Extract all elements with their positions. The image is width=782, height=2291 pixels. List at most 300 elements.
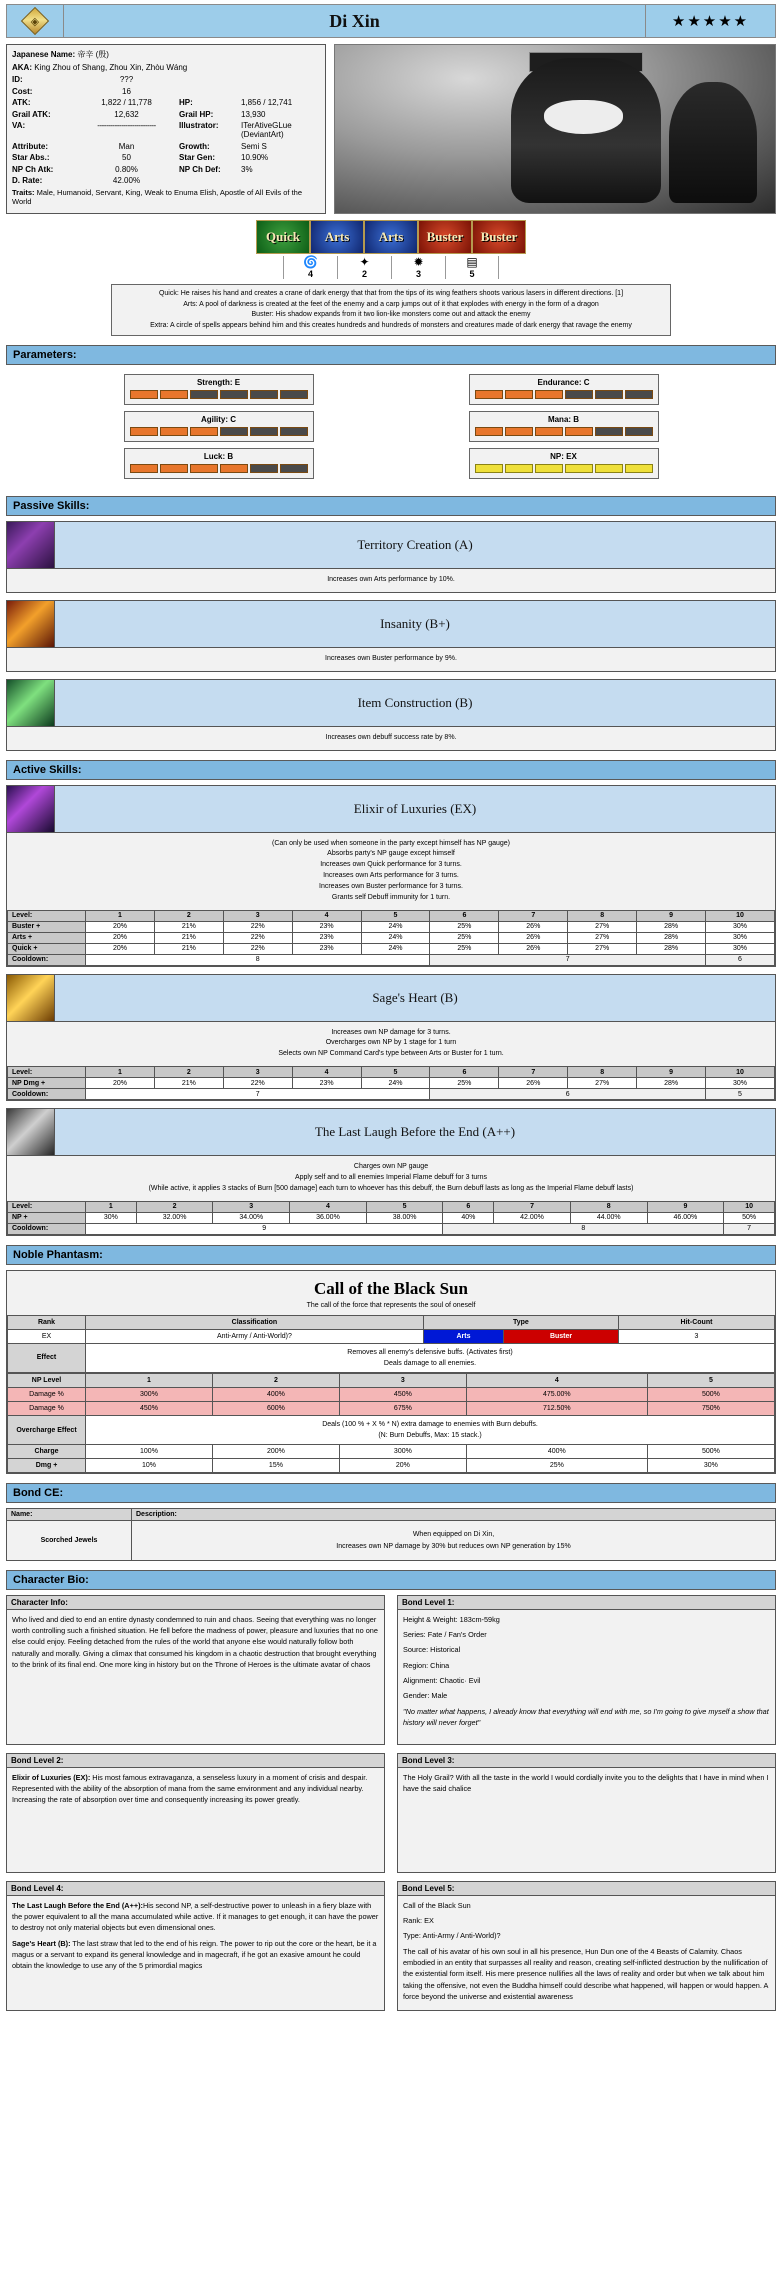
bio-quote: "No matter what happens, I already know that everything will end with me, so I'm going to give myself a show that history will never forget" xyxy=(403,1706,769,1727)
np-level-col: 2 xyxy=(212,1374,339,1388)
japanese-name-line xyxy=(12,49,320,60)
level-col: 8 xyxy=(568,910,637,921)
cell: 26% xyxy=(499,943,568,954)
active-skill-elixir-of-luxuries xyxy=(6,785,776,967)
bio-header: Bond Level 5: xyxy=(398,1882,775,1896)
level-label: Level: xyxy=(8,1201,86,1212)
np-effect-label: Effect xyxy=(8,1343,86,1372)
bond-ce-table xyxy=(6,1508,776,1560)
np-name: Call of the Black Sun xyxy=(314,1278,468,1298)
np-overcharge-row xyxy=(8,1416,775,1445)
cooldown-label: Cooldown: xyxy=(8,1223,86,1234)
np-effect-line: Deals damage to all enemies. xyxy=(383,1359,477,1367)
parameter-mana xyxy=(469,411,659,442)
cell: 26% xyxy=(499,921,568,932)
hit-cell-buster xyxy=(391,256,445,279)
cooldown-value: 5 xyxy=(706,1089,775,1100)
parameter-label: Endurance: C xyxy=(537,378,590,387)
hit-cell-quick xyxy=(283,256,337,279)
card-row xyxy=(256,220,526,254)
class-icon-cell xyxy=(6,4,64,38)
cell: 22% xyxy=(223,1078,292,1089)
parameter-gauge xyxy=(475,464,653,473)
np-dmgplus-row xyxy=(8,1459,775,1473)
cooldown-row xyxy=(8,1089,775,1100)
cell: 25% xyxy=(430,932,499,943)
cell: 30% xyxy=(706,932,775,943)
cooldown-label: Cooldown: xyxy=(8,954,86,965)
bio-line: Source: Historical xyxy=(403,1645,461,1655)
level-col: 3 xyxy=(223,1067,292,1078)
bio-body xyxy=(398,1896,775,2010)
cell: 25% xyxy=(430,921,499,932)
parameter-gauge xyxy=(475,390,653,399)
section-bond-ce: Bond CE: xyxy=(6,1483,776,1503)
bio-line: Region: China xyxy=(403,1660,450,1670)
skill-desc-line: Grants self Debuff immunity for 1 turn. xyxy=(331,893,451,901)
cell: 28% xyxy=(637,943,706,954)
bond-ce-desc-line: Increases own NP damage by 30% but reduces own NP generation by 15% xyxy=(336,1542,571,1550)
table-row xyxy=(8,1212,775,1223)
level-col: 6 xyxy=(430,1067,499,1078)
last-laugh-icon xyxy=(7,1109,55,1155)
skill-description: Increases own Arts performance by 10%. xyxy=(7,568,775,592)
cell: 20% xyxy=(86,932,155,943)
parameter-np xyxy=(469,448,659,479)
territory-creation-icon xyxy=(7,522,55,568)
skill-desc-line: Charges own NP gauge xyxy=(353,1163,429,1171)
stat-key: VA: xyxy=(12,121,26,130)
cell: 30% xyxy=(86,1212,137,1223)
cell: 30% xyxy=(706,1078,775,1089)
stat-value: 1,822 / 11,778 xyxy=(101,98,152,107)
cell: 750% xyxy=(647,1402,774,1416)
cell: 23% xyxy=(292,921,361,932)
hit-count-value: 5 xyxy=(469,269,475,279)
np-effect-line: Removes all enemy's defensive buffs. (Activates first) xyxy=(347,1348,513,1356)
np-damage-label: Damage % xyxy=(8,1402,86,1416)
level-col: 1 xyxy=(86,1067,155,1078)
hit-count-value: 4 xyxy=(307,269,313,279)
np-level-header xyxy=(8,1374,775,1388)
stat-key: Star Gen: xyxy=(179,153,216,162)
bond-ce-description-header: Description: xyxy=(132,1509,776,1521)
row-label: NP + xyxy=(8,1212,86,1223)
cell: 23% xyxy=(292,1078,361,1089)
stat-key: ID: xyxy=(12,75,23,84)
np-level-col: 1 xyxy=(86,1374,213,1388)
aka-line xyxy=(12,63,320,72)
bio-header: Bond Level 2: xyxy=(7,1754,384,1768)
passive-skill-item-construction xyxy=(6,679,776,751)
passive-skills-list xyxy=(6,521,776,751)
parameters-right-column xyxy=(469,374,659,479)
np-subtitle: The call of the force that represents the soul of oneself xyxy=(306,1301,476,1309)
bond-ce-name: Scorched Jewels xyxy=(7,1521,132,1560)
cooldown-value: 8 xyxy=(86,954,430,965)
np-effect-row xyxy=(8,1343,775,1372)
cell: 21% xyxy=(154,943,223,954)
cell: 28% xyxy=(637,1078,706,1089)
stat-key: Grail ATK: xyxy=(12,109,51,119)
stat-key: HP: xyxy=(179,98,193,107)
card-effect-quick: Quick: He raises his hand and creates a crane of dark energy that that from the tips of its wing feathers shoots various lasers in different directions. [1] xyxy=(158,290,624,297)
parameter-label: NP: EX xyxy=(550,452,577,461)
level-col: 8 xyxy=(568,1067,637,1078)
row-label: NP Dmg + xyxy=(8,1078,86,1089)
cell: 30% xyxy=(706,921,775,932)
stat-value: ??? xyxy=(119,75,134,84)
skill-title: The Last Laugh Before the End (A++) xyxy=(55,1109,775,1155)
hit-count-value: 2 xyxy=(361,269,367,279)
cell: 27% xyxy=(568,921,637,932)
bio-subtitle: Call of the Black Sun xyxy=(403,1900,471,1910)
parameter-label: Agility: C xyxy=(200,415,237,424)
bio-body: The Holy Grail? With all the taste in the world I would cordially invite you to the delights that I have in mind when I have the said chalice xyxy=(398,1768,775,1872)
cell: 400% xyxy=(466,1445,647,1459)
level-col: 9 xyxy=(647,1201,724,1212)
cell: 32.00% xyxy=(136,1212,213,1223)
skill-desc-line: Increases own Quick performance for 3 turns. xyxy=(320,861,462,869)
bond-ce-name-header: Name: xyxy=(7,1509,132,1521)
profile-section xyxy=(6,44,776,214)
cell: 20% xyxy=(339,1459,466,1473)
stat-value: 50 xyxy=(122,153,131,162)
hit-count-value: 3 xyxy=(415,269,421,279)
level-col: 2 xyxy=(154,910,223,921)
skill-level-table xyxy=(7,910,775,966)
cell: 27% xyxy=(568,932,637,943)
cell: 38.00% xyxy=(366,1212,443,1223)
stat-value: 0.80% xyxy=(115,164,138,174)
cooldown-value: 7 xyxy=(86,1089,430,1100)
cell: 10% xyxy=(86,1459,213,1473)
level-col: 7 xyxy=(499,910,568,921)
cell: 25% xyxy=(466,1459,647,1473)
parameter-label: Strength: E xyxy=(196,378,241,387)
np-overcharge-line: (N: Burn Debuffs, Max: 15 stack.) xyxy=(378,1432,482,1440)
table-header-row xyxy=(8,1201,775,1212)
quick-hit-icon: 🌀 xyxy=(303,255,318,269)
stat-value: --------------------------- xyxy=(97,121,156,130)
stat-value: 13,930 xyxy=(241,109,266,119)
bond-ce-header-row xyxy=(7,1509,776,1521)
level-col: 4 xyxy=(290,1201,367,1212)
np-classification-value: Anti-Army / Anti-World)? xyxy=(86,1329,424,1343)
parameter-label: Luck: B xyxy=(203,452,234,461)
cell: 675% xyxy=(339,1402,466,1416)
level-col: 9 xyxy=(637,910,706,921)
skill-title: Territory Creation (A) xyxy=(55,522,775,568)
level-col: 5 xyxy=(366,1201,443,1212)
parameter-gauge xyxy=(475,427,653,436)
stat-key: Growth: xyxy=(179,141,210,151)
arts-card-icon: Arts xyxy=(310,220,364,254)
cell: 450% xyxy=(339,1388,466,1402)
stat-key: NP Ch Def: xyxy=(179,164,221,174)
cell: 300% xyxy=(86,1388,213,1402)
level-col: 7 xyxy=(494,1201,571,1212)
quick-card-icon: Quick xyxy=(256,220,310,254)
np-damage-row xyxy=(8,1388,775,1402)
cell: 34.00% xyxy=(213,1212,290,1223)
skill-header xyxy=(7,1109,775,1155)
bio-line: Alignment: Chaotic· Evil xyxy=(403,1675,481,1685)
level-col: 1 xyxy=(86,1201,137,1212)
parameter-strength xyxy=(124,374,314,405)
page-title: Di Xin xyxy=(64,4,646,38)
stat-value: 42.00% xyxy=(112,176,141,185)
np-damage-row xyxy=(8,1402,775,1416)
cooldown-value: 6 xyxy=(430,1089,706,1100)
level-col: 7 xyxy=(499,1067,568,1078)
hit-cell-arts xyxy=(337,256,391,279)
cell: 20% xyxy=(86,921,155,932)
row-label: Arts + xyxy=(8,932,86,943)
skill-desc-line: Absorbs party's NP gauge except himself xyxy=(327,850,455,858)
aka-label: AKA: xyxy=(12,63,32,72)
bio-card-bond-5 xyxy=(397,1881,776,2011)
traits-value: Male, Humanoid, Servant, King, Weak to Enuma Elish, Apostle of All Evils of the World xyxy=(12,188,303,206)
cooldown-label: Cooldown: xyxy=(8,1089,86,1100)
stat-key: Attribute: xyxy=(12,141,48,151)
cell: 21% xyxy=(154,921,223,932)
traits-label: Traits: xyxy=(12,188,35,197)
active-skill-sages-heart xyxy=(6,974,776,1102)
servant-portrait xyxy=(334,44,776,214)
level-col: 5 xyxy=(361,910,430,921)
np-level-col: 3 xyxy=(339,1374,466,1388)
cell: 24% xyxy=(361,943,430,954)
table-row xyxy=(8,932,775,943)
np-level-col: 4 xyxy=(466,1374,647,1388)
section-noble-phantasm: Noble Phantasm: xyxy=(6,1245,776,1265)
level-col: 5 xyxy=(361,1067,430,1078)
skill-desc-line: Selects own NP Command Card's type between Arts or Buster for 1 turn. xyxy=(278,1050,504,1058)
np-col-hitcount: Hit-Count xyxy=(618,1315,774,1329)
bio-card-character-info xyxy=(6,1595,385,1745)
parameter-gauge xyxy=(130,390,308,399)
level-col: 4 xyxy=(292,1067,361,1078)
skill-header xyxy=(7,786,775,832)
skill-description: Increases own Buster performance by 9%. xyxy=(7,647,775,671)
np-overcharge-line: Deals (100 % + X % * N) extra damage to enemies with Burn debuffs. xyxy=(322,1421,538,1429)
section-parameters: Parameters: xyxy=(6,345,776,365)
cell: 200% xyxy=(212,1445,339,1459)
cooldown-value: 7 xyxy=(724,1223,775,1234)
np-type-buster: Buster xyxy=(504,1329,619,1343)
bio-header: Bond Level 1: xyxy=(398,1596,775,1610)
bio-body xyxy=(398,1610,775,1744)
cell: 36.00% xyxy=(290,1212,367,1223)
cell: 26% xyxy=(499,932,568,943)
skill-title: Insanity (B+) xyxy=(55,601,775,647)
level-col: 2 xyxy=(154,1067,223,1078)
portrait-figure-secondary xyxy=(669,82,757,203)
cell: 30% xyxy=(647,1459,774,1473)
parameter-agility xyxy=(124,411,314,442)
bio-text: His most famous extravaganza, a senseless luxury in a moment of crisis and despair. Represented with the ability of the absorption of mana from the same environment and any individual nearby. Increasing the rate of absorption over time and consequently increasing its power greatly. xyxy=(12,1772,368,1805)
cooldown-value: 9 xyxy=(86,1223,443,1234)
bio-header: Bond Level 3: xyxy=(398,1754,775,1768)
stat-key: Illustrator: xyxy=(179,121,219,130)
stat-value: 10.90% xyxy=(241,153,269,162)
cell: 44.00% xyxy=(570,1212,647,1223)
bio-body xyxy=(7,1896,384,2010)
page-header xyxy=(6,4,776,38)
extra-hit-icon: ▤ xyxy=(466,255,478,269)
traits-line xyxy=(12,188,320,206)
cell: 450% xyxy=(86,1402,213,1416)
bio-subtitle: Elixir of Luxuries (EX): xyxy=(12,1772,91,1782)
stat-value: Man xyxy=(118,141,135,151)
hit-count-row xyxy=(283,256,499,279)
bio-card-bond-3 xyxy=(397,1753,776,1873)
elixir-of-luxuries-icon xyxy=(7,786,55,832)
row-label: Quick + xyxy=(8,943,86,954)
bio-text: The last straw that led to the end of his reign. The power to rip out the core or the heart, be it a magus or a servant to expand its general knowledge and in magecraft, if he got an exasive amount he could obtain the knowledge to use any of the 5 primordial magics xyxy=(12,1938,377,1971)
stat-value: Semi S xyxy=(241,141,267,151)
stat-key: Star Abs.: xyxy=(12,153,50,162)
bio-subtitle: The Last Laugh Before the End (A++): xyxy=(12,1900,143,1910)
np-level-col: 5 xyxy=(647,1374,774,1388)
cooldown-value: 8 xyxy=(443,1223,724,1234)
cell: 22% xyxy=(223,921,292,932)
stat-grid xyxy=(12,75,320,185)
parameter-label: Mana: B xyxy=(547,415,580,424)
table-row xyxy=(8,921,775,932)
skill-desc-line: Increases own Buster performance for 3 turns. xyxy=(319,882,463,890)
cell: 500% xyxy=(647,1388,774,1402)
cell: 27% xyxy=(568,943,637,954)
aka-value: King Zhou of Shang, Zhou Xin, Zhòu Wáng xyxy=(34,63,188,72)
stat-key: D. Rate: xyxy=(12,176,43,185)
np-hit-count-value: 3 xyxy=(618,1329,774,1343)
skill-title: Item Construction (B) xyxy=(55,680,775,726)
cell: 27% xyxy=(568,1078,637,1089)
bond-ce-desc-line: When equipped on Di Xin, xyxy=(412,1531,495,1539)
stat-key: Cost: xyxy=(12,86,33,96)
buster-hit-icon: ✹ xyxy=(413,255,424,269)
cell: 20% xyxy=(86,943,155,954)
level-col: 1 xyxy=(86,910,155,921)
bio-subtitle: Sage's Heart (B): xyxy=(12,1938,71,1948)
bio-line: Rank: EX xyxy=(403,1916,434,1926)
cell: 50% xyxy=(724,1212,775,1223)
cell: 22% xyxy=(223,943,292,954)
np-level-label: NP Level xyxy=(8,1374,86,1388)
skill-desc-line: Apply self and to all enemies Imperial Flame debuff for 3 turns xyxy=(294,1173,488,1181)
skill-description: Increases own debuff success rate by 8%. xyxy=(7,726,775,750)
bio-text: His second NP, a self-destructive power to unleash in a fiery blaze with the power equivalent to all the mana accumulated while active. If it manages to get enough, it can have the power to destroy not only material objects but even dimensional ones. xyxy=(12,1900,379,1933)
passive-skill-insanity xyxy=(6,600,776,672)
skill-level-table xyxy=(7,1066,775,1100)
parameters-left-column xyxy=(124,374,314,479)
skill-description xyxy=(7,1155,775,1201)
bio-paragraph xyxy=(12,1938,379,1972)
level-col: 6 xyxy=(443,1201,494,1212)
cell: 21% xyxy=(154,932,223,943)
rarity-stars: ★★★★★ xyxy=(646,4,776,38)
stat-value: 12,632 xyxy=(114,109,139,119)
active-skill-last-laugh xyxy=(6,1108,776,1236)
cell: 24% xyxy=(361,1078,430,1089)
row-label: Buster + xyxy=(8,921,86,932)
portrait-face xyxy=(544,100,623,134)
class-diamond-icon: ◈ xyxy=(21,7,49,35)
bio-header: Character Info: xyxy=(7,1596,384,1610)
stat-key: NP Ch Atk: xyxy=(12,164,54,174)
noble-phantasm-card xyxy=(6,1270,776,1475)
bond-ce-description xyxy=(132,1521,776,1560)
bio-line: Gender: Male xyxy=(403,1691,448,1701)
level-col: 9 xyxy=(637,1067,706,1078)
bio-header: Bond Level 4: xyxy=(7,1882,384,1896)
skill-desc-line: Increases own Arts performance for 3 turns. xyxy=(323,872,459,880)
np-type-arts: Arts xyxy=(423,1329,503,1343)
bio-card-bond-4 xyxy=(6,1881,385,2011)
card-effect-buster: Buster: His shadow expands from it two lion-like monsters come out and attack the enemy xyxy=(251,311,531,318)
cell: 25% xyxy=(430,1078,499,1089)
cell: 40% xyxy=(443,1212,494,1223)
skill-desc-line: Increases own NP damage for 3 turns. xyxy=(331,1028,451,1036)
table-row xyxy=(8,1078,775,1089)
bio-card-bond-1 xyxy=(397,1595,776,1745)
np-value-row xyxy=(8,1329,775,1343)
stat-value: ITerAtiveGLue (DeviantArt) xyxy=(241,121,292,139)
section-active-skills: Active Skills: xyxy=(6,760,776,780)
cell: 46.00% xyxy=(647,1212,724,1223)
skill-description xyxy=(7,1021,775,1067)
cell: 23% xyxy=(292,932,361,943)
buster-card-icon: Buster xyxy=(472,220,526,254)
arts-hit-icon: ✦ xyxy=(359,255,370,269)
level-col: 4 xyxy=(292,910,361,921)
level-col: 2 xyxy=(136,1201,213,1212)
level-label: Level: xyxy=(8,1067,86,1078)
hit-cell-extra xyxy=(445,256,499,279)
cell: 30% xyxy=(706,943,775,954)
skill-header xyxy=(7,601,775,647)
cell: 100% xyxy=(86,1445,213,1459)
np-col-rank: Rank xyxy=(8,1315,86,1329)
parameter-luck xyxy=(124,448,314,479)
section-character-bio: Character Bio: xyxy=(6,1570,776,1590)
cell: 42.00% xyxy=(494,1212,571,1223)
level-col: 10 xyxy=(706,1067,775,1078)
level-col: 8 xyxy=(570,1201,647,1212)
level-col: 3 xyxy=(213,1201,290,1212)
parameter-gauge xyxy=(130,464,308,473)
skill-desc-line: (Can only be used when someone in the party except himself has NP gauge) xyxy=(271,839,510,847)
card-effect-extra: Extra: A circle of spells appears behind him and this creates hundreds and hundreds of monsters and creatures made of dark energy that ravage the enemy xyxy=(150,321,632,329)
parameter-endurance xyxy=(469,374,659,405)
np-rank-value: EX xyxy=(8,1329,86,1343)
bio-line: Type: Anti-Army / Anti-World)? xyxy=(403,1931,501,1941)
np-charge-label: Charge xyxy=(8,1445,86,1459)
stat-box xyxy=(6,44,326,214)
cooldown-row xyxy=(8,954,775,965)
section-passive-skills: Passive Skills: xyxy=(6,496,776,516)
level-col: 6 xyxy=(430,910,499,921)
level-col: 10 xyxy=(724,1201,775,1212)
cell: 25% xyxy=(430,943,499,954)
np-overcharge-text xyxy=(86,1416,775,1445)
parameters-section xyxy=(6,370,776,487)
bio-line: Height & Weight: 183cm-59kg xyxy=(403,1614,500,1624)
cooldown-row xyxy=(8,1223,775,1234)
skill-header xyxy=(7,680,775,726)
